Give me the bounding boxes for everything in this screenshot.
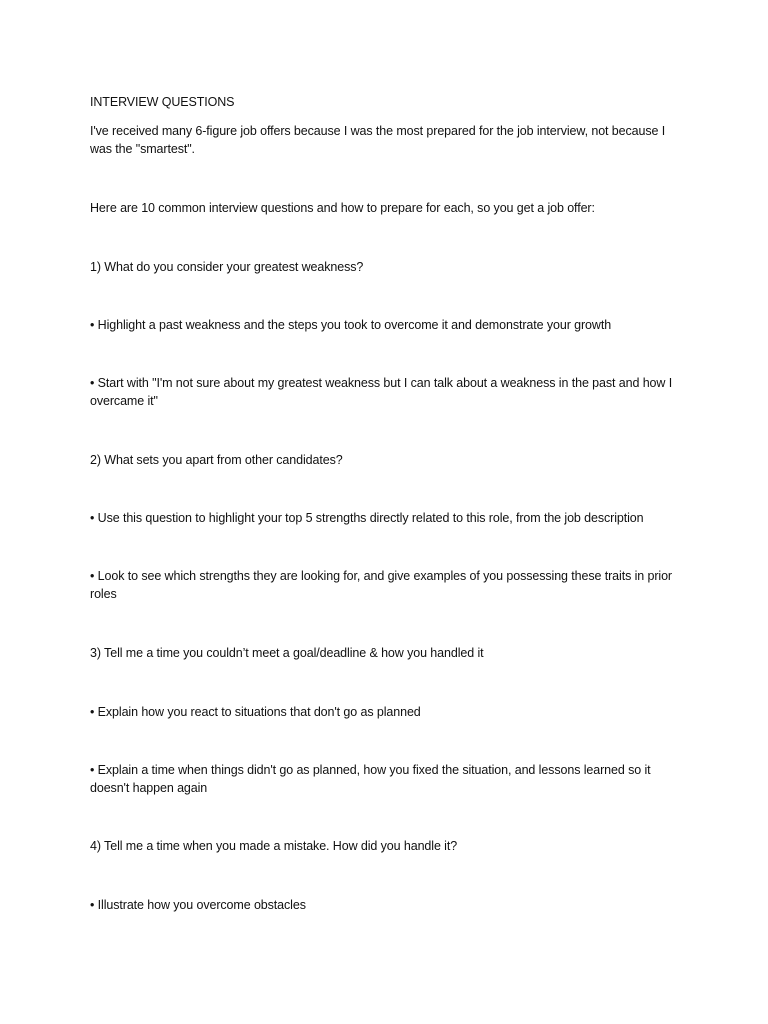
document-title: INTERVIEW QUESTIONS xyxy=(90,95,235,109)
bullet-1a: • Highlight a past weakness and the steps you took to overcome it and demonstrate your growth xyxy=(90,318,612,332)
intro-paragraph: I've received many 6-figure job offers because I was the most prepared for the job interview, not because I was the "smartest". xyxy=(90,124,666,156)
question-1: 1) What do you consider your greatest weakness? xyxy=(90,260,364,274)
bullet-3b: • Explain a time when things didn't go as planned, how you fixed the situation, and lessons learned so it doesn't happen again xyxy=(90,763,651,795)
bullet-1b: • Start with "I'm not sure about my greatest weakness but I can talk about a weakness in the past and how I overcame it" xyxy=(90,376,673,408)
question-4: 4) Tell me a time when you made a mistake. How did you handle it? xyxy=(90,839,458,853)
bullet-4a: • Illustrate how you overcome obstacles xyxy=(90,898,306,912)
bullet-2b: • Look to see which strengths they are looking for, and give examples of you possessing these traits in prior roles xyxy=(90,569,672,601)
bullet-3a: • Explain how you react to situations that don't go as planned xyxy=(90,705,421,719)
question-2: 2) What sets you apart from other candidates? xyxy=(90,453,343,467)
question-3: 3) Tell me a time you couldn’t meet a goal/deadline & how you handled it xyxy=(90,646,484,660)
bullet-2a: • Use this question to highlight your top 5 strengths directly related to this role, from the job description xyxy=(90,511,644,525)
lead-paragraph: Here are 10 common interview questions and how to prepare for each, so you get a job offer: xyxy=(90,201,595,215)
